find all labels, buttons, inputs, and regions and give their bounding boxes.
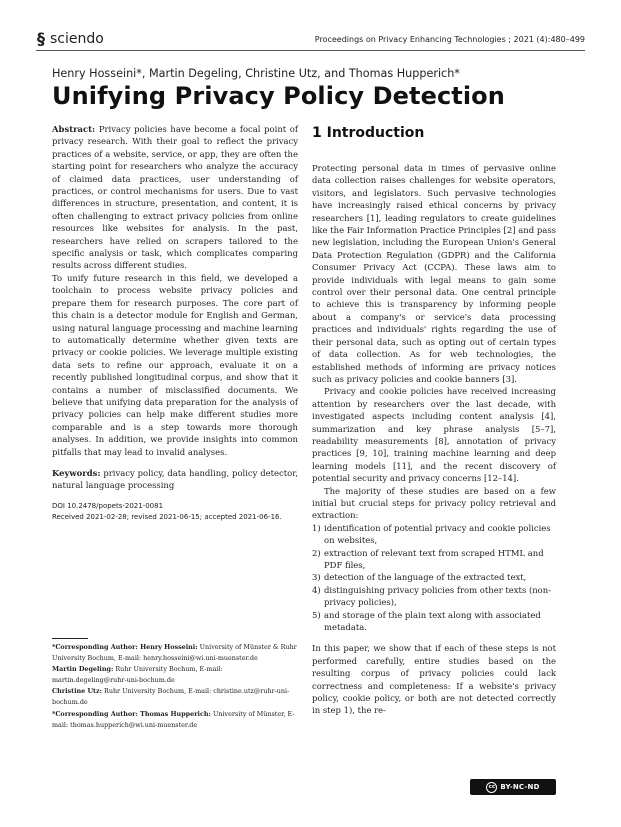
intro-paragraph-1: Protecting personal data in times of pervasive online data collection raises challenges for website operators, visitors, and legislators. Such pervasive technologies have increasingly raised ethical concerns by privacy researchers [1], leading regulators to create guidelines like the Fair Information Practice Principles [2] and pass new legislation, including the European Union's General Data Protection Regulation (GDPR) and the California Consumer Privacy Act (CCPA). These laws aim to provide individuals with legal means to gain some control over their personal data. One central principle to achieve this is transparency by informing people about a company's or service's data processing practices and individuals' rights regarding the use of their personal data, such as opting out of certain types of data collection. As for web technologies, the established methods of informing are privacy notices such as privacy policies and cookie banners [3]. [312,163,556,384]
logo-text: sciendo [50,31,104,47]
steps-list [312,522,556,634]
received-dates: Received 2021-02-28; revised 2021-06-15; accepted 2021-06-16. [52,512,282,521]
list-text: detection of the language of the extracted text, [324,572,527,583]
abstract-paragraph-2: To unify future research in this field, we developed a toolchain to process website privacy policies and prepare them for research purposes. The core part of this chain is a detector module for English and German, using natural language processing and machine learning to automatically determine whether given texts are privacy or cookie policies. We leverage multiple existing data sets to refine our approach, evaluate it on a recently published longitudinal corpus, and show that it contains a number of misclassified documents. We believe that unifying data preparation for the analysis of privacy policies can help make different studies more comparable and is a step towards more thorough analyses. In addition, we provide insights into common pitfalls that may lead to invalid analyses. [52,272,298,457]
license-badge[interactable] [470,779,556,795]
publisher-logo [36,31,104,47]
footnote-item [52,664,298,686]
list-item [312,584,556,609]
doi: DOI 10.2478/popets-2021-0081 [52,501,164,510]
keywords-text: privacy policy, data handling, policy detector, natural language processing [52,467,298,491]
footnote-item [52,686,298,708]
list-number: 4) [312,584,321,595]
list-number: 1) [312,522,321,533]
intro-paragraph-4: In this paper, we show that if each of these steps is not performed carefully, entire studies based on the resulting corpus of privacy policies could lack correctness and completeness: If a website's privacy policy, cookie policy, or both are not detected correctly in step 1), the re- [312,643,556,716]
creative-commons-icon: cc [486,782,497,793]
header-divider [36,50,585,51]
author-footnotes [52,642,298,731]
list-text: distinguishing privacy policies from other texts (non-privacy policies), [324,584,552,608]
footnote-text: University of Münster, E-mail: thomas.hupperich@wi.uni-muenster.de [52,709,295,729]
footnote-label: Christine Utz: [52,687,102,696]
list-number: 5) [312,609,321,620]
right-column [312,124,556,717]
footnote-item [52,642,298,664]
intro-paragraph-2: Privacy and cookie policies have received increasing attention by researchers over the last decade, with investigated aspects including content analysis [4], summarization and key phrase analysis [5–7], readability measurements [8], annotation of privacy practices [9, 10], training machine learning and deep learning models [11], and the recent discovery of potential security and privacy concerns [12–14]. [312,386,556,484]
list-text: identification of potential privacy and cookie policies on websites, [324,522,551,546]
author-list: Henry Hosseini*, Martin Degeling, Christine Utz, and Thomas Hupperich* [52,67,460,80]
abstract-label: Abstract: [52,124,96,134]
abstract-paragraph-1 [52,123,298,272]
page-header [36,28,585,50]
footnote-text: Ruhr University Bochum, E-mail: christine.utz@ruhr-uni-bochum.de [52,687,290,707]
list-number: 2) [312,547,321,558]
footnote-label: Martin Degeling: [52,665,114,674]
abstract-text-1: Privacy policies have become a focal point of privacy research. With their goal to reflect the privacy practices of a website, service, or app, they are often the starting point for researchers who analyze the accuracy of claimed data practices, user understanding of practices, or control mechanisms for users. Due to vast differences in structure, presentation, and content, it is often challenging to extract privacy policies from online resources like websites for analysis. In the past, researchers have relied on scrapers tailored to the specific analysis or task, which complicates comparing results across different studies. [52,124,298,271]
list-text: extraction of relevant text from scraped HTML and PDF files, [324,547,544,570]
keywords [52,467,298,492]
section-heading: 1 Introduction [312,125,425,141]
footnote-item [52,709,298,731]
paper-title: Unifying Privacy Policy Detection [52,82,505,110]
footnote-label: *Corresponding Author: Henry Hosseini: [52,643,198,651]
list-item [312,609,556,634]
footnote-divider [52,638,88,639]
list-item [312,522,556,547]
journal-reference: Proceedings on Privacy Enhancing Technologies ; 2021 (4):480–499 [314,34,585,44]
sciendo-mark-icon: § [37,29,45,48]
footnote-text: University of Münster & Ruhr University Bochum, E-mail: henry.hosseini@wi.uni-muenster.de [52,643,297,663]
license-text: BY-NC-ND [500,783,540,791]
left-column [52,123,298,523]
footnote-label: *Corresponding Author: Thomas Hupperich: [52,709,211,718]
intro-paragraph-3: The majority of these studies are based on a few initial but crucial steps for privacy policy retrieval and extraction: [312,485,556,521]
doi-block [52,501,298,523]
list-text: and storage of the plain text along with associated metadata. [324,609,541,633]
list-item [312,571,556,583]
keywords-label: Keywords: [52,467,101,478]
footnote-text: Ruhr University Bochum, E-mail: martin.degeling@ruhr-uni-bochum.de [52,665,223,685]
list-number: 3) [312,572,321,583]
list-item [312,547,556,572]
